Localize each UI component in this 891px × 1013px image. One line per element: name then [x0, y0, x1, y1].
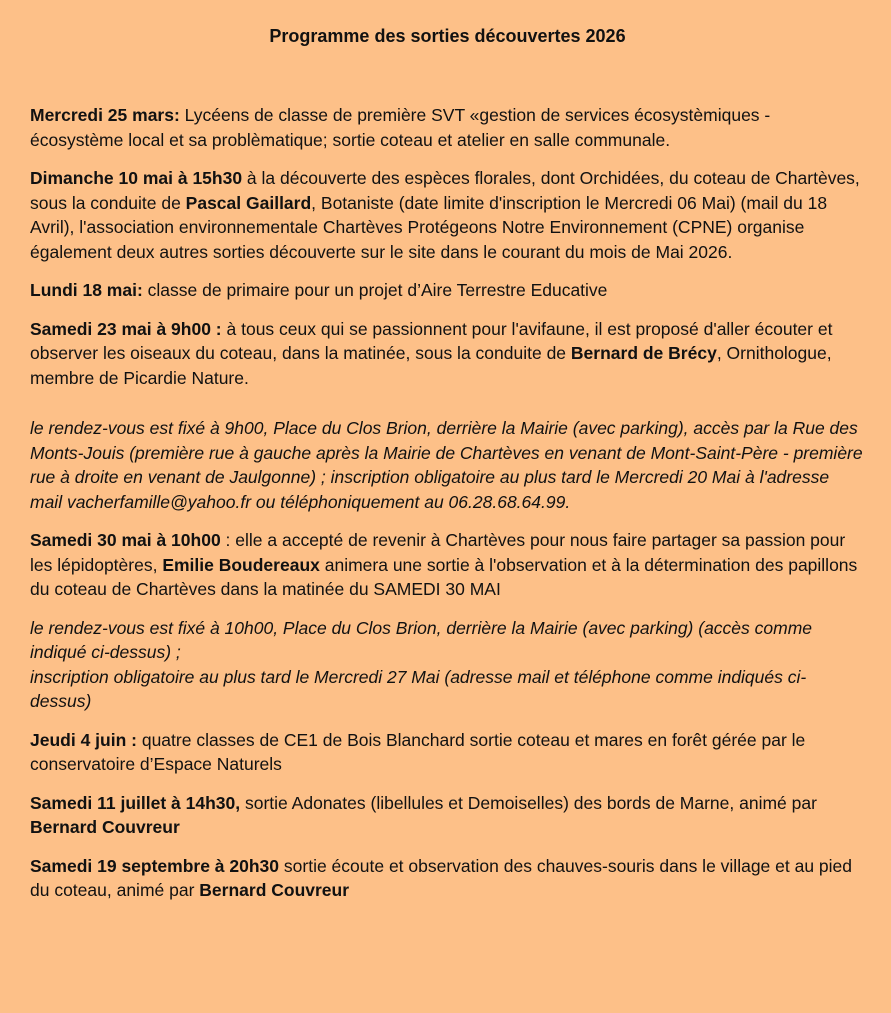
event-date: Lundi 18 mai: — [30, 280, 143, 300]
event-text: Lycéens de classe de première SVT «gestion de services écosystèmiques - écosystème local et sa problèmatique; sortie coteau et atelier en salle communale. — [30, 105, 771, 150]
event-paragraph-10-mai — [30, 166, 865, 264]
event-date: Samedi 23 mai à 9h00 : — [30, 318, 222, 339]
event-text: animera une sortie à l'observation et à la détermination des papillons du coteau de Chartèves dans la matinée du SAMEDI 30 MAI — [30, 554, 858, 599]
event-text: sortie écoute et observation des chauves-souris dans le village et au pied du coteau, animé par — [30, 855, 853, 900]
event-paragraph-4-juin — [30, 728, 865, 777]
event-paragraph-23-mai — [30, 317, 865, 391]
event-paragraph-18-mai — [30, 278, 865, 303]
event-text: à tous ceux qui se passionnent pour l'avifaune, il est proposé d'aller écouter et observer les oiseaux du coteau, dans la matinée, sous la conduite de — [30, 318, 833, 363]
page-title: Programme des sorties découvertes 2026 — [269, 26, 626, 46]
event-date: Samedi 19 septembre à 20h30 — [30, 855, 280, 876]
events-list — [30, 103, 865, 903]
event-text: sortie Adonates (libellules et Demoiselles) des bords de Marne, animé par — [240, 792, 817, 813]
event-paragraph-25-mars — [30, 103, 865, 152]
event-text: classe de primaire pour un projet d’Aire Terrestre Educative — [142, 280, 608, 300]
event-date: Dimanche 10 mai à 15h30 — [30, 168, 243, 188]
event-paragraph-30-mai — [30, 528, 865, 602]
event-note-23-mai: le rendez-vous est fixé à 9h00, Place du Clos Brion, derrière la Mairie (avec parking), accès par la Rue des Monts-Jouis (première rue à gauche après la Mairie de Chartèves en venant de Mont-Saint-Père - première rue à droite en venant de Jaulgonne) ; inscription obligatoire au plus tard le Mercredi 20 Mai à l'adresse mail vacherfamille@yahoo.fr ou téléphoniquement au 06.28.68.64.99. — [30, 418, 863, 512]
event-person: Bernard de Brécy — [570, 343, 717, 363]
event-text: , Ornithologue, membre de Picardie Nature. — [30, 343, 832, 388]
event-date: Samedi 30 mai à 10h00 — [30, 530, 221, 550]
event-paragraph-19-septembre — [30, 854, 865, 903]
event-date: Mercredi 25 mars: — [30, 105, 180, 125]
event-person: Bernard Couvreur — [199, 880, 350, 900]
note-line: le rendez-vous est fixé à 10h00, Place du Clos Brion, derrière la Mairie (avec parking) (accès comme indiqué ci-dessus) ; — [30, 617, 813, 662]
note-line: inscription obligatoire au plus tard le Mercredi 27 Mai (adresse mail et téléphone comme indiqués ci-dessus) — [30, 666, 807, 711]
event-text: , Botaniste (date limite d'inscription le Mercredi 06 Mai) (mail du 18 Avril), l'association environnementale Chartèves Protégeons Notre Environnement (CPNE) organise également deux autres sorties découverte sur le site dans le courant du mois de Mai 2026. — [30, 192, 828, 262]
event-date: Samedi 11 juillet à 14h30, — [30, 792, 241, 813]
event-person: Bernard Couvreur — [30, 817, 180, 837]
event-person: Pascal Gaillard — [185, 192, 312, 213]
event-person: Emilie Boudereaux — [162, 554, 320, 575]
event-text: à la découverte des espèces florales, dont Orchidées, du coteau de Chartèves, sous la conduite de — [30, 168, 860, 213]
event-text: quatre classes de CE1 de Bois Blanchard sortie coteau et mares en forêt gérée par le conservatoire d’Espace Naturels — [30, 729, 806, 774]
event-note-30-mai — [30, 616, 865, 714]
event-paragraph-11-juillet — [30, 791, 865, 840]
event-date: Jeudi 4 juin : — [30, 729, 137, 750]
event-text: : elle a accepté de revenir à Chartèves pour nous faire partager sa passion pour les lépidoptères, — [30, 530, 846, 575]
